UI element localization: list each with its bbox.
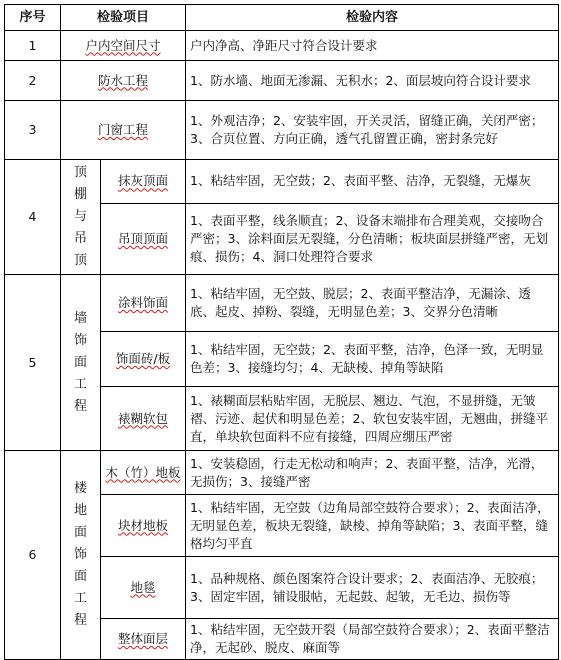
sub-item-name: 吊顶顶面 <box>118 230 169 246</box>
sub-item-name: 地毯 <box>130 579 156 595</box>
header-content: 检验内容 <box>186 5 559 31</box>
group-label: 顶棚与吊顶 <box>74 165 88 268</box>
sub-item-name: 饰面砖/板 <box>115 351 171 366</box>
inspection-table <box>4 4 559 660</box>
table-row <box>5 160 559 204</box>
sub-item-name: 块材地板 <box>118 517 169 533</box>
header-item: 检验项目 <box>61 5 186 31</box>
table-row <box>5 61 559 101</box>
item-name: 户内空间尺寸 <box>85 37 161 53</box>
sub-item-name: 裱糊软包 <box>118 410 169 426</box>
item-content: 1、外观洁净；2、安装牢固，开关灵活，留缝正确，关闭严密；3、合页位置、方向正确，透气孔留置正确，密封条完好 <box>186 101 559 160</box>
sub-item-name: 整体面层 <box>118 631 169 646</box>
row-number: 2 <box>5 61 61 101</box>
sub-item-name: 抹灰顶面 <box>118 173 169 189</box>
item-name: 防水工程 <box>98 72 149 88</box>
sub-item-name: 涂料饰面 <box>118 295 169 310</box>
table-row <box>5 31 559 61</box>
row-number: 1 <box>5 31 61 61</box>
group-label: 墙饰面工程 <box>74 310 88 414</box>
row-number: 3 <box>5 101 61 160</box>
table-row <box>5 451 559 495</box>
row-number: 6 <box>5 451 61 660</box>
header-no: 序号 <box>5 5 61 31</box>
table-row <box>5 101 559 160</box>
sub-item-content: 1、粘结牢固，无空鼓；2、表面平整、洁净，无裂缝，无爆灰 <box>186 160 559 204</box>
group-label: 楼地面饰面工程 <box>74 481 88 628</box>
sub-item-content: 1、安装稳固，行走无松动和响声；2、表面平整，洁净，光滑，无损伤；3、接缝严密 <box>186 451 559 495</box>
item-content: 1、防水墙、地面无渗漏、无积水；2、面层坡向符合设计要求 <box>186 61 559 101</box>
row-number: 4 <box>5 160 61 275</box>
sub-item-name: 木（竹）地板 <box>105 464 181 480</box>
sub-item-content: 1、粘结牢固，无空鼓、脱层；2、表面平整洁净，无漏涂、透底、起皮、掉粉、裂缝，无明显色差；3、交界分色清晰 <box>186 275 559 332</box>
sub-item-content: 1、裱糊面层粘贴牢固，无脱层、翘边、气泡，不显拼缝，无皱褶、污迹、起伏和明显色差；2、软包安装牢固，无翘曲，拼缝平直，单块软包面料不应有接缝，四周应绷压严密 <box>186 387 559 451</box>
sub-item-content: 1、粘结牢固，无空鼓开裂（局部空鼓符合要求）；2、表面平整洁净，无起砂、脱皮、麻面等 <box>186 619 559 660</box>
sub-item-content: 1、粘结牢固，无空鼓；2、表面平整，洁净，色泽一致，无明显色差；3、接缝均匀；4、无缺棱、掉角等缺陷 <box>186 332 559 387</box>
table-row <box>5 275 559 332</box>
sub-item-content: 1、表面平整，线条顺直；2、设备末端排布合理美观，交接吻合严密；3、涂料面层无裂缝，分色清晰；板块面层拼缝严密，无划痕、损伤；4、洞口处理符合要求 <box>186 203 559 274</box>
header-row <box>5 5 559 31</box>
item-name: 门窗工程 <box>98 122 149 137</box>
item-content: 户内净高、净距尺寸符合设计要求 <box>186 31 559 61</box>
sub-item-content: 1、品种规格、颜色图案符合设计要求；2、表面洁净、无胶痕；3、固定牢固，铺设服帖，无起鼓、起皱，无毛边、损伤等 <box>186 557 559 619</box>
row-number: 5 <box>5 275 61 451</box>
sub-item-content: 1、粘结牢固，无空鼓（边角局部空鼓符合要求）；2、表面洁净，无明显色差，板块无裂缝，缺棱、掉角等缺陷；3、表面平整，缝格均匀平直 <box>186 495 559 557</box>
